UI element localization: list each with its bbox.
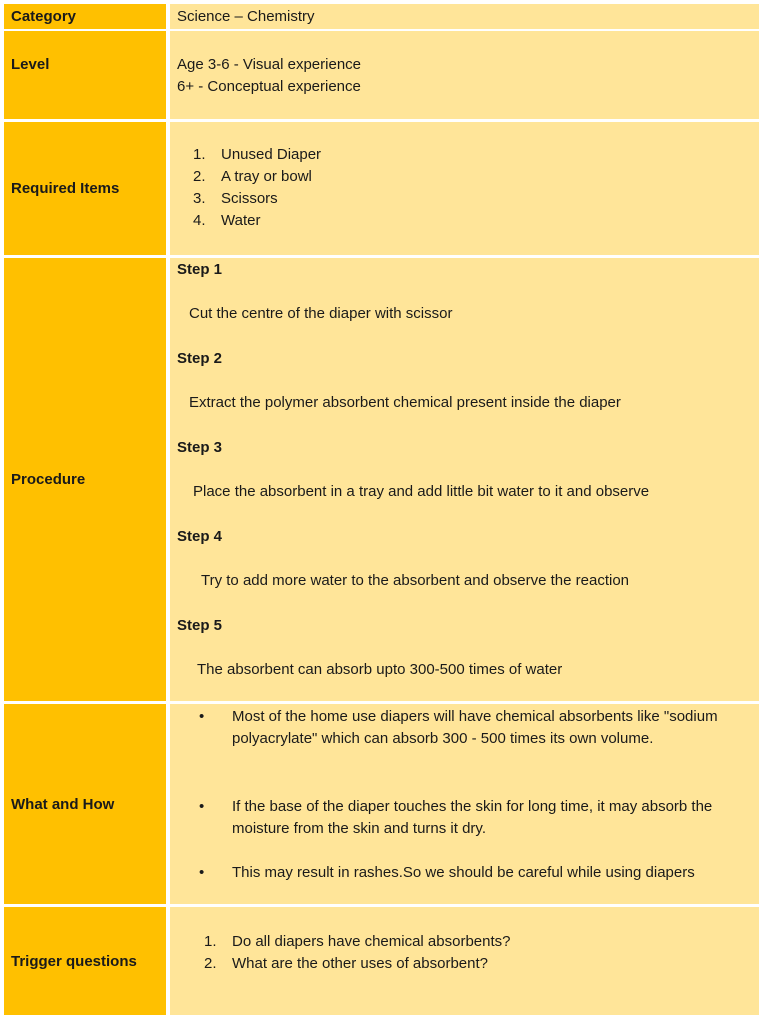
step-title: Step 2 — [177, 350, 223, 367]
list-text: Scissors — [221, 190, 278, 207]
bullet-text: If the base of the diaper touches the skin for long time, it may absorb the moisture from the skin and turns it dry. — [232, 798, 713, 837]
step-text: Extract the polymer absorbent chemical present inside the diaper — [189, 394, 621, 411]
list-text: What are the other uses of absorbent? — [232, 955, 488, 972]
row-trigger-questions — [4, 907, 759, 1015]
list-number: 2. — [204, 955, 217, 972]
what-and-how-value — [170, 704, 759, 904]
step-title: Step 3 — [177, 439, 223, 456]
bullet-icon: • — [199, 708, 205, 725]
list-text: Unused Diaper — [221, 146, 322, 163]
row-procedure — [4, 258, 759, 701]
list-item — [177, 188, 759, 210]
trigger-questions-value — [170, 907, 759, 1015]
bullet-icon: • — [199, 864, 205, 881]
bullet-text: This may result in rashes.So we should be careful while using diapers — [232, 864, 695, 881]
level-line: 6+ - Conceptual experience — [177, 78, 361, 95]
row-category — [4, 4, 759, 29]
required-items-label: Required Items — [4, 122, 166, 255]
what-and-how-label: What and How — [4, 704, 166, 904]
category-label: Category — [4, 4, 166, 29]
bullet-text: Most of the home use diapers will have chemical absorbents like "sodium polyacrylate" which can absorb 300 - 500 times its own volume. — [232, 708, 718, 747]
category-value: Science – Chemistry — [170, 4, 759, 29]
step-title: Step 4 — [177, 528, 223, 545]
row-what-and-how — [4, 704, 759, 904]
level-label-text: Level — [11, 56, 50, 73]
list-item — [177, 953, 759, 975]
bullet-item — [199, 706, 749, 750]
required-items-value — [170, 122, 759, 255]
list-item — [177, 931, 759, 953]
list-text: Do all diapers have chemical absorbents? — [232, 933, 511, 950]
list-number: 1. — [204, 933, 217, 950]
step-title: Step 1 — [177, 261, 223, 278]
list-item — [177, 210, 759, 232]
list-number: 4. — [193, 212, 206, 229]
step-text: Cut the centre of the diaper with scissor — [189, 305, 453, 322]
row-required-items — [4, 122, 759, 255]
list-text: A tray or bowl — [221, 168, 312, 185]
level-line: Age 3-6 - Visual experience — [177, 56, 361, 73]
bullet-item — [199, 862, 749, 884]
step-text: The absorbent can absorb upto 300-500 times of water — [197, 661, 563, 678]
trigger-questions-list — [177, 931, 759, 975]
procedure-value — [170, 258, 759, 701]
list-number: 1. — [193, 146, 206, 163]
bullet-item — [199, 796, 749, 840]
list-item — [177, 166, 759, 188]
required-items-list — [177, 144, 759, 232]
trigger-questions-label: Trigger questions — [4, 907, 166, 1015]
step-text: Place the absorbent in a tray and add little bit water to it and observe — [193, 483, 650, 500]
level-label — [4, 31, 166, 119]
list-number: 2. — [193, 168, 206, 185]
list-text: Water — [221, 212, 261, 229]
list-number: 3. — [193, 190, 206, 207]
level-value — [170, 31, 759, 119]
list-item — [177, 144, 759, 166]
step-text: Try to add more water to the absorbent and observe the reaction — [201, 572, 630, 589]
step-title: Step 5 — [177, 617, 223, 634]
procedure-label: Procedure — [4, 258, 166, 701]
row-level — [4, 31, 759, 119]
bullet-icon: • — [199, 798, 205, 815]
